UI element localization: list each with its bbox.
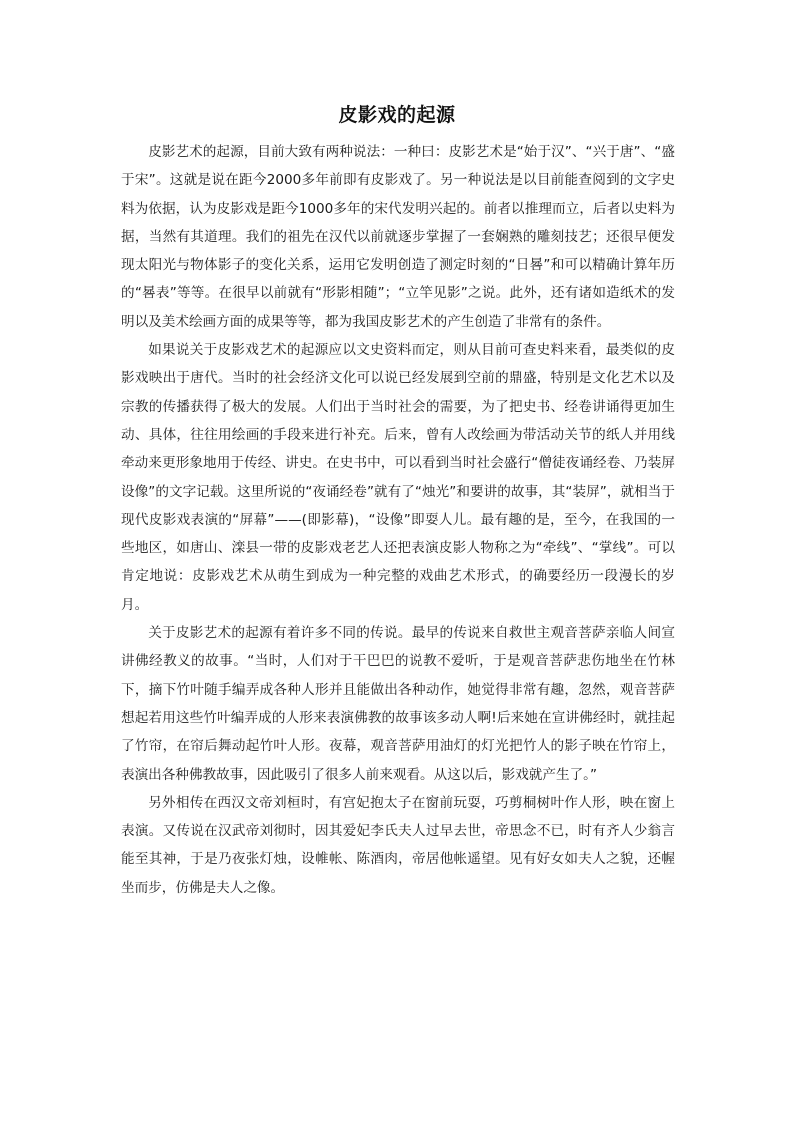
page-title: 皮影戏的起源 xyxy=(338,104,456,126)
paragraph: 另外相传在西汉文帝刘桓时，有宫妃抱太子在窗前玩耍，巧剪桐树叶作人形，映在窗上表演。又传说在汉武帝刘彻时，因其爱妃李氏夫人过早去世，帝思念不已，时有齐人少翁言能至其神，于是乃夜张灯烛，设帷帐、陈酒肉，帝居他帐遥望。见有好女如夫人之貌，还幄坐而步，仿佛是夫人之像。 xyxy=(121,794,675,896)
document-body xyxy=(121,138,675,902)
paragraph: 皮影艺术的起源，目前大致有两种说法：一种曰：皮影艺术是“始于汉”、“兴于唐”、“盛于宋”。这就是说在距今2000多年前即有皮影戏了。另一种说法是以目前能查阅到的文字史料为依据，认为皮影戏是距今1000多年的宋代发明兴起的。前者以推理而立，后者以史料为据，当然有其道理。我们的祖先在汉代以前就逐步掌握了一套娴熟的雕刻技艺；还很早便发现太阳光与物体影子的变化关系，运用它发明创造了测定时刻的“日晷”和可以精确计算年历的“晷表”等等。在很早以前就有“形影相随”；“立竿见影”之说。此外，还有诸如造纸术的发明以及美术绘画方面的成果等等，都为我国皮影艺术的产生创造了非常有的条件。 xyxy=(121,144,675,330)
paragraph: 如果说关于皮影戏艺术的起源应以文史资料而定，则从目前可查史料来看，最类似的皮影戏映出于唐代。当时的社会经济文化可以说已经发展到空前的鼎盛，特别是文化艺术以及宗教的传播获得了极大的发展。人们出于当时社会的需要，为了把史书、经卷讲诵得更加生动、具体，往往用绘画的手段来进行补充。后来，曾有人改绘画为带活动关节的纸人并用线牵动来更形象地用于传经、讲史。在史书中，可以看到当时社会盛行“僧徒夜诵经卷、乃装屏设像”的文字记载。这里所说的“夜诵经卷”就有了“烛光”和要讲的故事，其“装屏”，就相当于现代皮影戏表演的“屏幕”——(即影幕)，“设像”即耍人儿。最有趣的是，至今，在我国的一些地区，如唐山、滦县一带的皮影戏老艺人还把表演皮影人物称之为“牵线”、“掌线”。可以肯定地说：皮影戏艺术从萌生到成为一种完整的戏曲艺术形式，的确要经历一段漫长的岁月。 xyxy=(121,342,675,613)
paragraph: 关于皮影艺术的起源有着许多不同的传说。最早的传说来自救世主观音菩萨亲临人间宣讲佛经教义的故事。“当时，人们对于干巴巴的说教不爱听，于是观音菩萨悲伤地坐在竹林下，摘下竹叶随手编弄成各种人形并且能做出各种动作，她觉得非常有趣，忽然，观音菩萨想起若用这些竹叶编弄成的人形来表演佛教的故事该多动人啊!后来她在宣讲佛经时，就挂起了竹帘，在帘后舞动起竹叶人形。夜幕，观音菩萨用油灯的灯光把竹人的影子映在竹帘上，表演出各种佛教故事，因此吸引了很多人前来观看。从这以后，影戏就产生了。” xyxy=(121,625,675,783)
